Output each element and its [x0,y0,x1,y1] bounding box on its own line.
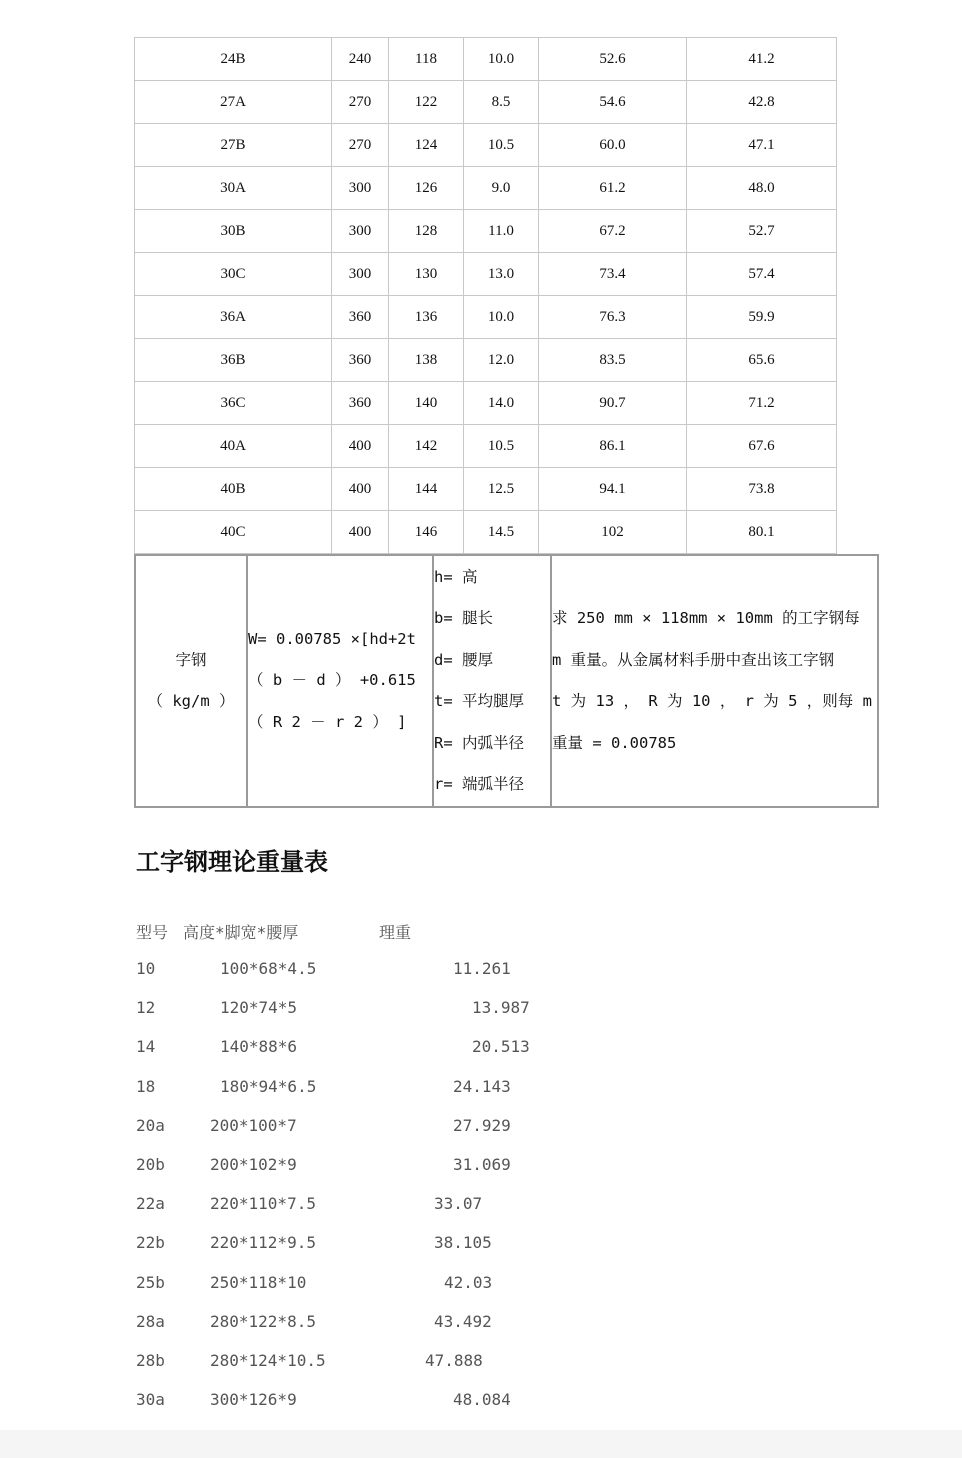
table-cell: 94.1 [539,468,687,511]
list-item-dims: 250*118*10 [210,1272,307,1292]
table-cell: 13.0 [464,253,539,296]
table-cell: 52.6 [539,38,687,81]
table-cell: 40C [135,511,332,554]
table-cell: 126 [389,167,464,210]
table-cell: 140 [389,382,464,425]
table-cell: 36C [135,382,332,425]
list-item-weight: 13.987 [472,998,530,1018]
table-cell: 90.7 [539,382,687,425]
table-cell: 48.0 [687,167,837,210]
table-cell: 122 [389,81,464,124]
list-item-weight: 42.03 [444,1272,493,1292]
table-cell: 9.0 [464,167,539,210]
table-cell: 41.2 [687,38,837,81]
formula-line: W= 0.00785 ×[hd+2t [248,629,416,648]
table-row [135,210,837,253]
formula-line: （ R 2 － r 2 ） ] [248,712,407,731]
table-cell: 42.8 [687,81,837,124]
table-cell: 73.8 [687,468,837,511]
symbol-legend-cell [433,555,551,807]
header-dims: 高度*脚宽*腰厚 [183,923,299,942]
list-item-weight: 33.07 [434,1194,483,1214]
list-item-weight: 11.261 [453,959,511,978]
table-cell: 8.5 [464,81,539,124]
list-item-model: 14 [136,1037,156,1057]
list-item-dims: 180*94*6.5 [220,1076,317,1096]
table-cell: 83.5 [539,339,687,382]
header-model: 型号 [136,923,169,942]
legend-line: h= 高 [434,567,478,586]
table-cell: 86.1 [539,425,687,468]
table-cell: 36B [135,339,332,382]
table-cell: 59.9 [687,296,837,339]
table-cell: 14.5 [464,511,539,554]
list-item-weight: 48.084 [453,1390,511,1410]
table-cell: 40B [135,468,332,511]
table-cell: 65.6 [687,339,837,382]
table-cell: 61.2 [539,167,687,210]
section-heading: 工字钢理论重量表 [136,848,328,876]
table-row [135,38,837,81]
list-item-weight: 20.513 [472,1037,530,1057]
legend-line: b= 腿长 [434,609,493,627]
table-row [135,253,837,296]
list-item-dims: 100*68*4.5 [220,959,317,978]
list-item-dims: 220*112*9.5 [210,1233,316,1253]
list-item-model: 12 [136,998,156,1018]
table-cell: 130 [389,253,464,296]
table-cell: 118 [389,38,464,81]
list-item-dims: 220*110*7.5 [210,1194,316,1214]
legend-line: R= 内弧半径 [434,733,524,752]
table-cell: 400 [332,425,389,468]
table-cell: 12.0 [464,339,539,382]
weight-formula-table [134,554,879,808]
table-cell: 36A [135,296,332,339]
list-item-model: 18 [136,1076,156,1096]
example-line: m 重量。从金属材料手册中查出该工字钢 [552,650,835,669]
table-row [135,339,837,382]
unit-label: 字钢 [175,650,207,669]
steel-spec-table [134,37,837,554]
table-cell: 14.0 [464,382,539,425]
formula-line: （ b － d ） +0.615 [248,671,416,690]
table-cell: 67.6 [687,425,837,468]
table-cell: 142 [389,425,464,468]
example-line: t 为 13 ， R 为 10 ， r 为 5 ，则每 m [552,692,872,710]
example-line: 求 250 mm × 118mm × 10mm 的工字钢每 [552,609,860,627]
formula-cell [247,555,433,807]
table-cell: 71.2 [687,382,837,425]
list-item-model: 22b [136,1233,165,1253]
table-cell: 102 [539,511,687,554]
table-cell: 360 [332,382,389,425]
table-cell: 270 [332,124,389,167]
list-item-dims: 140*88*6 [220,1037,298,1057]
table-row [135,167,837,210]
unit-value: （ kg/m ） [147,692,235,710]
table-row [135,81,837,124]
list-item-model: 20a [136,1115,165,1135]
example-line: 重量 = 0.00785 [552,733,677,752]
table-cell: 73.4 [539,253,687,296]
legend-line: r= 端弧半径 [434,775,524,793]
table-cell: 10.5 [464,425,539,468]
table-cell: 24B [135,38,332,81]
table-cell: 300 [332,210,389,253]
table-cell: 27B [135,124,332,167]
table-cell: 12.5 [464,468,539,511]
table-row [135,382,837,425]
list-item-dims: 200*102*9 [210,1155,297,1174]
list-item-weight: 47.888 [425,1351,483,1370]
table-cell: 360 [332,339,389,382]
list-item-model: 28a [136,1311,165,1331]
list-item-model: 25b [136,1272,165,1292]
list-item-weight: 24.143 [453,1076,511,1096]
table-cell: 240 [332,38,389,81]
table-cell: 300 [332,167,389,210]
table-cell: 138 [389,339,464,382]
table-cell: 300 [332,253,389,296]
table-cell: 146 [389,511,464,554]
table-cell: 144 [389,468,464,511]
list-item-dims: 300*126*9 [210,1390,297,1410]
legend-line: t= 平均腿厚 [434,692,524,710]
list-item-model: 20b [136,1155,165,1174]
table-cell: 27A [135,81,332,124]
table-row [135,124,837,167]
table-cell: 270 [332,81,389,124]
table-cell: 57.4 [687,253,837,296]
list-item-weight: 43.492 [434,1311,492,1331]
page-bottom-edge [0,1430,962,1458]
table-cell: 360 [332,296,389,339]
table-cell: 54.6 [539,81,687,124]
table-cell: 10.5 [464,124,539,167]
table-cell: 60.0 [539,124,687,167]
table-row [135,296,837,339]
table-cell: 11.0 [464,210,539,253]
example-cell [551,555,878,807]
list-item-dims: 280*124*10.5 [210,1351,326,1370]
table-cell: 400 [332,511,389,554]
list-item-dims: 280*122*8.5 [210,1311,316,1331]
legend-line: d= 腰厚 [434,650,493,669]
table-row [135,425,837,468]
table-cell: 30C [135,253,332,296]
list-item-model: 10 [136,959,156,978]
table-cell: 400 [332,468,389,511]
table-row [135,511,837,554]
table-cell: 10.0 [464,38,539,81]
list-item-model: 30a [136,1390,165,1410]
list-item-dims: 120*74*5 [220,998,298,1018]
table-cell: 80.1 [687,511,837,554]
table-cell: 67.2 [539,210,687,253]
table-cell: 52.7 [687,210,837,253]
table-cell: 10.0 [464,296,539,339]
list-item-model: 28b [136,1351,165,1370]
list-item-weight: 27.929 [453,1115,511,1135]
list-item-dims: 200*100*7 [210,1115,297,1135]
table-cell: 40A [135,425,332,468]
table-row [135,468,837,511]
header-weight: 理重 [379,923,412,942]
list-item-model: 22a [136,1194,165,1214]
table-cell: 128 [389,210,464,253]
list-item-weight: 31.069 [453,1155,511,1174]
table-cell: 47.1 [687,124,837,167]
table-cell: 124 [389,124,464,167]
table-cell: 76.3 [539,296,687,339]
table-cell: 30B [135,210,332,253]
table-cell: 136 [389,296,464,339]
list-item-weight: 38.105 [434,1233,492,1253]
table-cell: 30A [135,167,332,210]
unit-cell [135,555,247,807]
